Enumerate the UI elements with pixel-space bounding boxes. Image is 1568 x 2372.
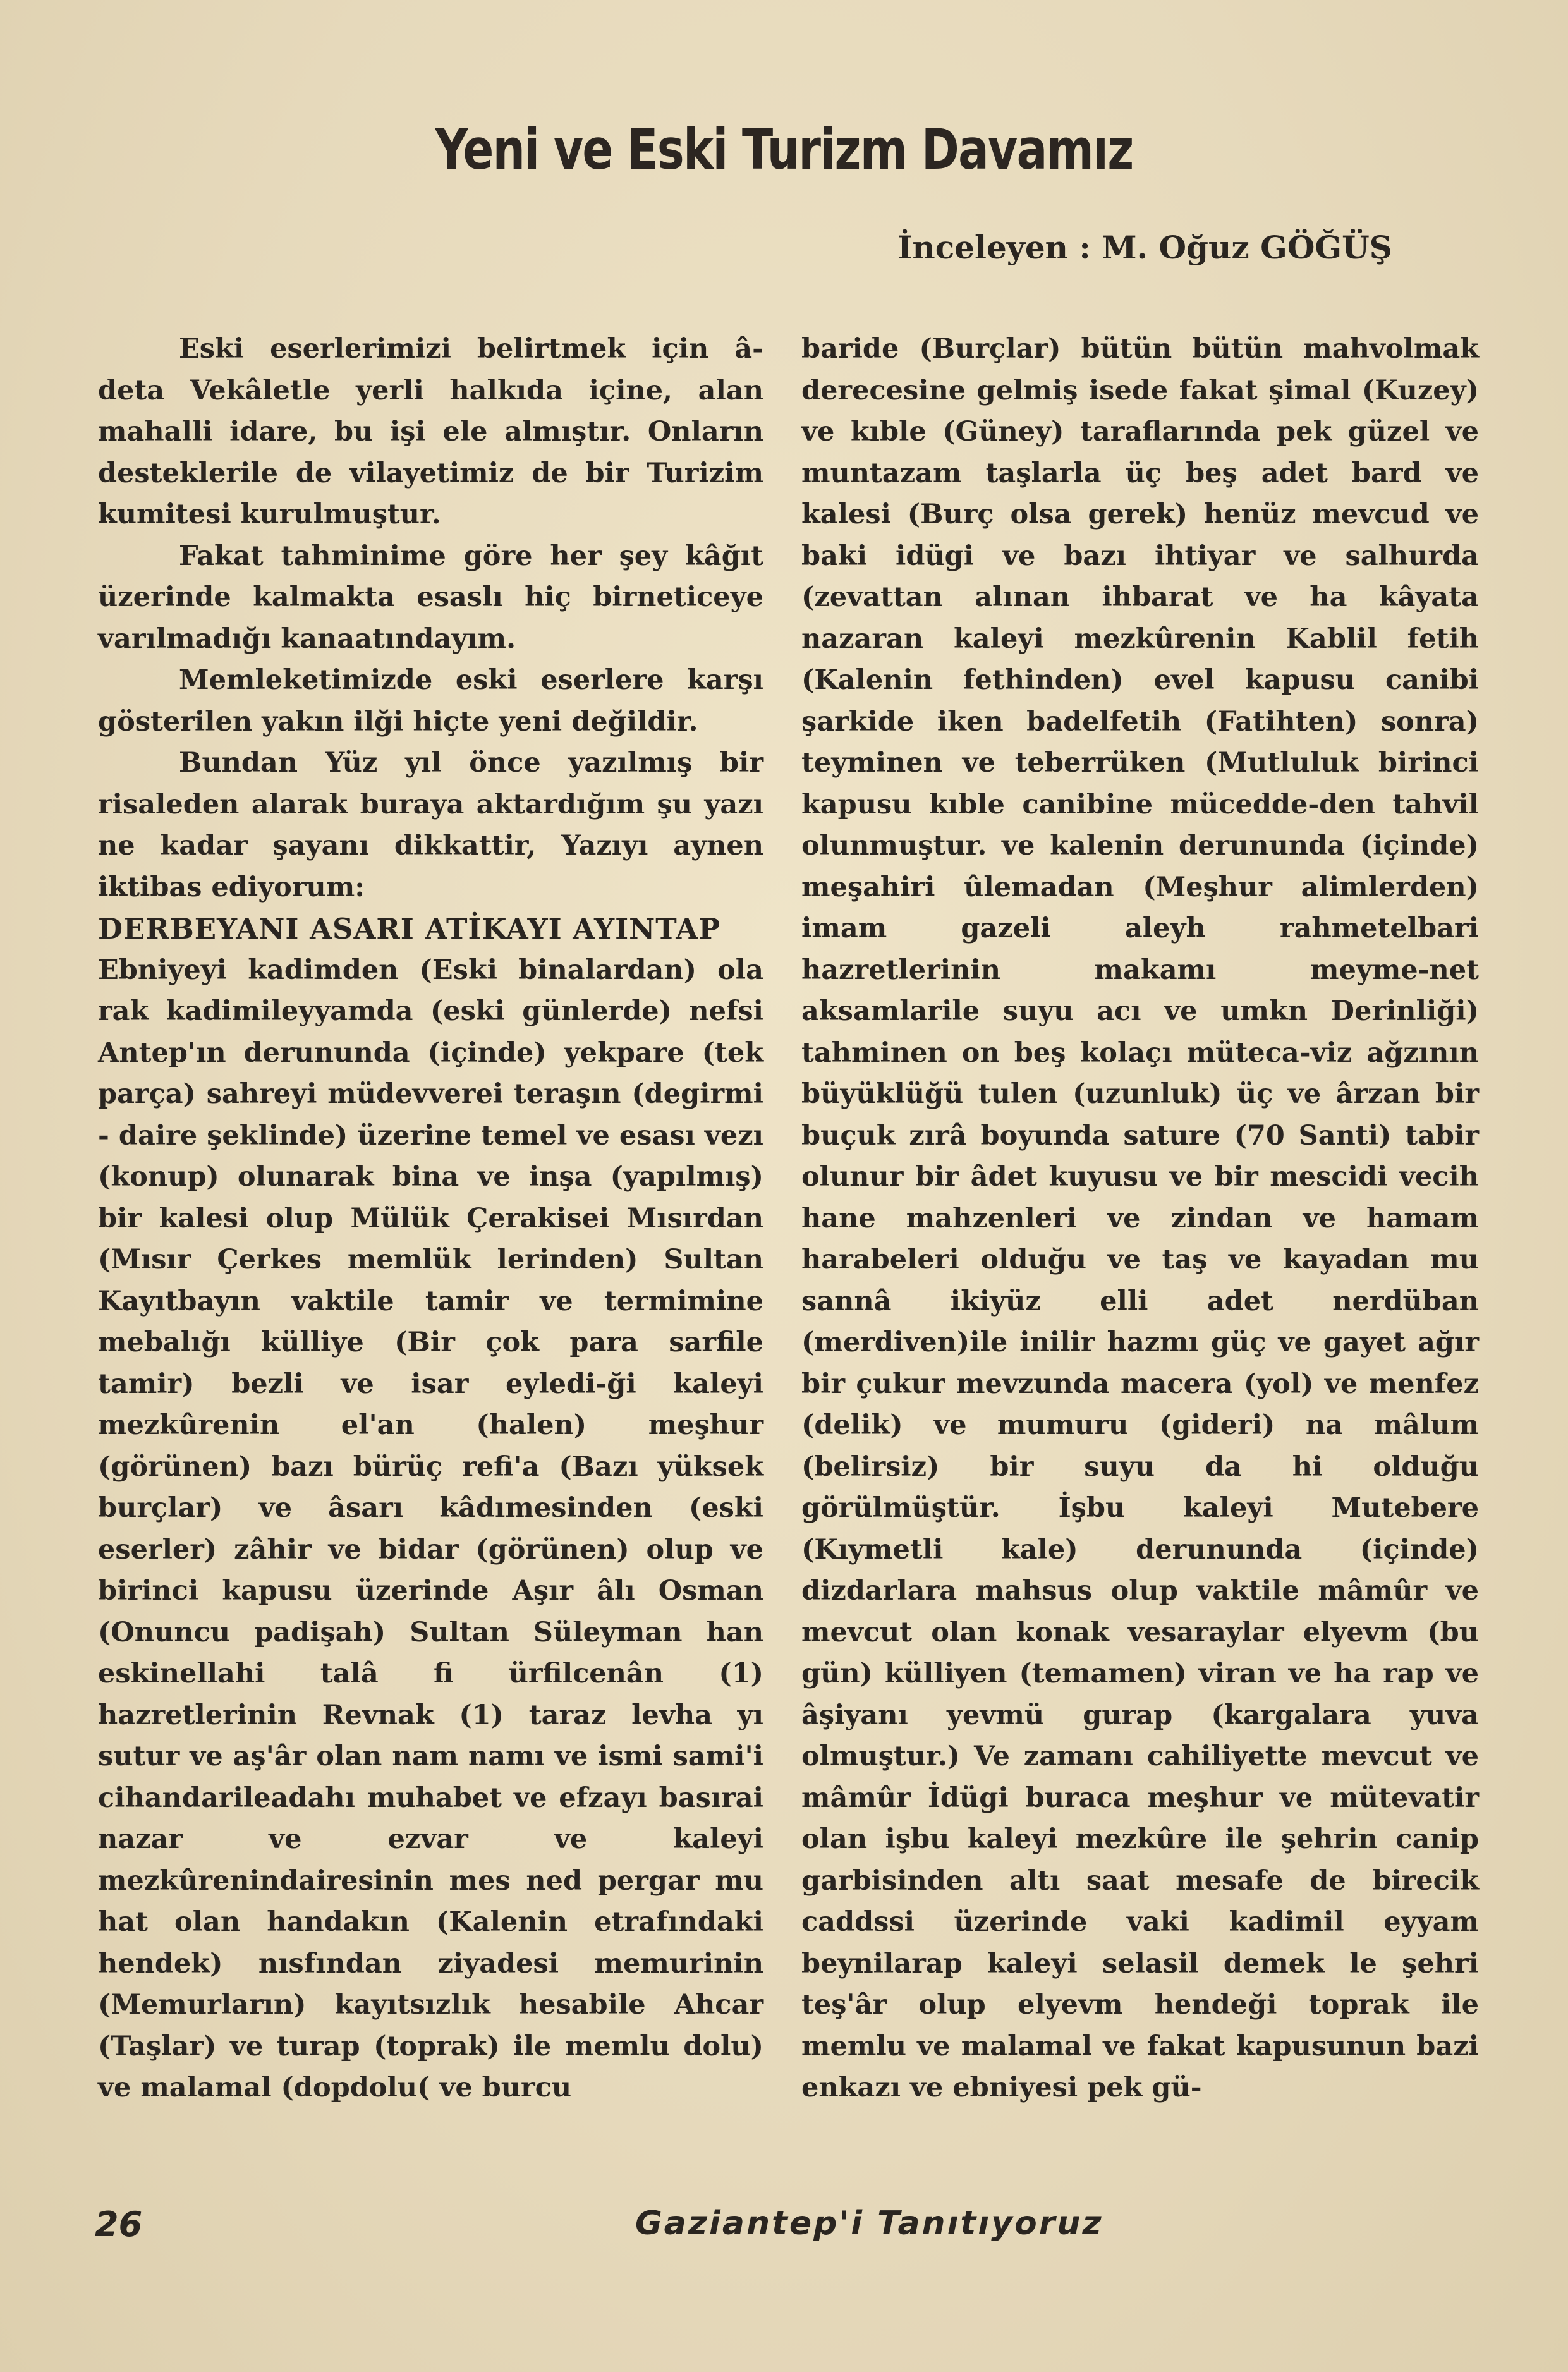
publication-title: Gaziantep'i Tanıtıyoruz xyxy=(635,2205,1103,2242)
paragraph: Memleketimizde eski eserlere karşı gösterilen yakın ilği hiçte yeni değildir. xyxy=(98,664,763,738)
page-number: 26 xyxy=(95,2205,143,2244)
article-byline: İnceleyen : M. Oğuz GÖĞÜŞ xyxy=(897,229,1392,266)
article-title: Yeni ve Eski Turizm Davamız xyxy=(435,117,1133,182)
paragraph: Ebniyeyi kadimden (Eski binalardan) ola rak kadimileyyamda (eski günlerde) nefsi Antep'ın derununda (içinde) yekpare (tek parça) sahreyi müdevverei teraşın (degirmi - daire şeklinde) üzerine temel ve esası vezı (konup) olunarak bina ve inşa (yapılmış) bir kalesi olup Mülük Çerakisei Mısırdan (Mısır Çerkes memlük lerinden) Sultan Kayıtbayın vaktile tamir ve termimine mebalığı külliye (Bir çok para sarfile tamir) bezli ve isar eyledi-ği kaleyi mezkûrenin el'an (halen) meşhur (görünen) bazı bürüç refi'a (Bazı yüksek burçlar) ve âsarı kâdımesinden (eski eserler) zâhir ve bidar (görünen) olup ve birinci kapusu üzerinde Aşır âlı Osman (Onuncu padişah) Sultan Süleyman han eskinellahi talâ fi ürfilcenân (1) hazretlerinin Revnak (1) taraz levha yı sutur ve aş'âr olan nam namı ve ismi sami'i cihandarileadahı muhabet ve efzayı basırai nazar ve ezvar ve kaleyi mezkûrenindairesinin mes ned pergar mu hat olan handakın (Kalenin etrafındaki hendek) nısfından ziyadesi memurinin (Memurların) kayıtsızlık hesabile Ahcar (Taşlar) ve turap (toprak) ile memlu dolu) ve malamal (dopdolu( ve burcu xyxy=(98,954,763,2103)
left-column xyxy=(98,329,763,2109)
page-footer xyxy=(0,2205,1568,2255)
section-heading: DERBEYANI ASARI ATİKAYI AYINTAP xyxy=(98,912,721,946)
paragraph: baride (Burçlar) bütün bütün mahvolmak derecesine gelmiş isede fakat şimal (Kuzey) ve kıble (Güney) taraflarında pek güzel ve muntazam taşlarla üç beş adet bard ve kalesi (Burç olsa gerek) henüz mevcud ve baki idügi ve bazı ihtiyar ve salhurda (zevattan alınan ihbarat ve ha kâyata nazaran kaleyi mezkûrenin Kablil fetih (Kalenin fethinden) evel kapusu canibi şarkide iken badelfetih (Fatihten) sonra) teyminen ve teberrüken (Mutluluk birinci kapusu kıble canibine mücedde-den tahvil olunmuştur. ve kalenin derununda (içinde) meşahiri ûlemadan (Meşhur alimlerden) imam gazeli aleyh rahmetelbari hazretlerinin makamı meyme-net aksamlarile suyu acı ve umkn Derinliği) tahminen on beş kolaçı müteca-viz ağzının büyüklüğü tulen (uzunluk) üç ve ârzan bir buçuk zırâ boyunda sature (70 Santi) tabir olunur bir âdet kuyusu ve bir mescidi vecih hane mahzenleri ve zindan ve hamam harabeleri olduğu ve taş ve kayadan mu sannâ ikiyüz elli adet nerdüban (merdiven)ile inilir hazmı güç ve gayet ağır bir çukur mevzunda macera (yol) ve menfez (delik) ve mumuru (gideri) na mâlum (belirsiz) bir suyu da hi olduğu görülmüştür. İşbu kaleyi Mutebere (Kıymetli kale) derununda (içinde) dizdarlara mahsus olup vaktile mâmûr ve mevcut olan konak vesaraylar elyevm (bu gün) külliyen (temamen) viran ve ha rap ve âşiyanı yevmü gurap (kargalara yuva olmuştur.) Ve zamanı cahiliyette mevcut ve mâmûr İdügi buraca meşhur ve mütevatir olan işbu kaleyi mezkûre ile şehrin canip garbisinden altı saat mesafe de birecik caddssi üzerinde vaki kadimil eyyam beynilarap kaleyi selasil demek le şehri teş'âr olup elyevm hendeği toprak ile memlu ve malamal ve fakat kapusunun bazi enkazı ve ebniyesi pek gü- xyxy=(801,333,1479,2103)
paragraph: Eski eserlerimizi belirtmek için â-deta Vekâletle yerli halkıda içine, alan mahalli idare, bu işi ele almıştır. Onların desteklerile de vilayetimiz de bir Turizim kumitesi kurulmuştur. xyxy=(98,333,763,530)
paragraph: Bundan Yüz yıl önce yazılmış bir risaleden alarak buraya aktardığım şu yazı ne kadar şayanı dikkattir, Yazıyı aynen iktibas ediyorum: xyxy=(98,747,763,903)
paragraph: Fakat tahminime göre her şey kâğıt üzerinde kalmakta esaslı hiç birneticeye varılmadığı kanaatındayım. xyxy=(98,540,763,655)
right-column xyxy=(801,329,1479,2109)
